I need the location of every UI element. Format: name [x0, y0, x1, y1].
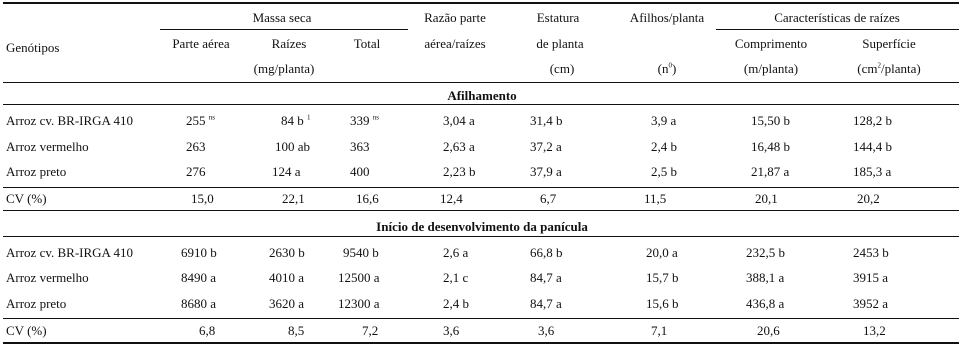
cell-raizes: 2630 b: [269, 245, 305, 260]
cell-afilhos: 15,6 b: [646, 296, 679, 311]
header-superficie-unit: $(cm^2/planta)$: [857, 61, 921, 76]
cell-total: 400: [350, 164, 370, 179]
cv-parte-aerea: 6,8: [199, 323, 216, 338]
cv-comprimento: 20,1: [755, 191, 778, 206]
cell-comprimento: 436,8 a: [746, 296, 785, 311]
cell-parte-aerea: 8490 a: [181, 270, 217, 285]
header-superficie: Superfície: [862, 36, 916, 51]
cell-comprimento: 388,1 a: [746, 270, 785, 285]
cell-estatura: 37,9 a: [530, 164, 562, 179]
header-estatura-line2: de planta: [536, 36, 584, 51]
cell-total: 9540 b: [343, 245, 379, 260]
cv-estatura: 3,6: [538, 323, 555, 338]
cell-total: 363: [350, 139, 370, 154]
cell-superficie: 185,3 a: [853, 164, 892, 179]
cell-comprimento: 232,5 b: [746, 245, 785, 260]
header-caracteristicas: Características de raízes: [774, 10, 900, 25]
cell-superficie: 2453 b: [853, 245, 889, 260]
cell-razao: 2,63 a: [443, 139, 475, 154]
header-razao-line2: aérea/raízes: [424, 36, 486, 51]
cell-razao: 2,1 c: [443, 270, 469, 285]
cell-razao: 3,04 a: [443, 113, 475, 128]
cell-parte-aerea: 8680 a: [181, 296, 217, 311]
cv-total: 7,2: [362, 323, 379, 338]
cell-superficie: 3915 a: [853, 270, 889, 285]
row-genotipo: Arroz cv. BR-IRGA 410: [6, 245, 133, 260]
cell-afilhos: 15,7 b: [646, 270, 679, 285]
header-bottom-rule: [3, 82, 959, 83]
cell-raizes: 100 ab: [275, 139, 311, 154]
header-raizes: Raízes: [271, 36, 307, 51]
header-estatura-unit: (cm): [549, 61, 575, 76]
section1-end-rule: [3, 210, 959, 211]
cell-razao: 2,23 b: [443, 164, 476, 179]
header-parte-aerea: Parte aérea: [172, 36, 230, 51]
cell-estatura: 84,7 a: [530, 270, 562, 285]
cv-comprimento: 20,6: [757, 323, 780, 338]
cv-total: 16,6: [356, 191, 379, 206]
cell-comprimento: 16,48 b: [751, 139, 790, 154]
cell-parte-aerea: 255 $^{ns}$: [186, 113, 215, 128]
cell-afilhos: 3,9 a: [651, 113, 677, 128]
header-comprimento: Comprimento: [734, 36, 808, 51]
cell-estatura: 84,7 a: [530, 296, 562, 311]
cell-razao: 2,6 a: [443, 245, 469, 260]
cell-raizes: 4010 a: [269, 270, 305, 285]
table-top-rule: [3, 2, 959, 4]
cell-raizes: 124 a: [272, 164, 301, 179]
row-genotipo: Arroz cv. BR-IRGA 410: [6, 113, 133, 128]
cv-afilhos: 11,5: [644, 191, 667, 206]
cv-parte-aerea: 15,0: [191, 191, 214, 206]
cell-superficie: 3952 a: [853, 296, 889, 311]
cell-parte-aerea: 263: [186, 139, 206, 154]
cv-afilhos: 7,1: [651, 323, 668, 338]
cell-afilhos: 2,5 b: [651, 164, 677, 179]
header-mg-planta: (mg/planta): [253, 61, 315, 76]
cell-estatura: 31,4 b: [530, 113, 563, 128]
cell-total: 12300 a: [338, 296, 380, 311]
cell-raizes: 3620 a: [269, 296, 305, 311]
header-razao-line1: Razão parte: [424, 10, 486, 25]
cell-estatura: 37,2 a: [530, 139, 562, 154]
section2-title-rule: [3, 236, 959, 237]
row-genotipo: Arroz vermelho: [6, 139, 89, 154]
header-genotipos: Genótipos: [6, 40, 60, 55]
cv-label: CV (%): [6, 323, 47, 338]
cv-raizes: 8,5: [288, 323, 305, 338]
cell-superficie: 144,4 b: [853, 139, 892, 154]
caracteristicas-underline: [716, 29, 959, 30]
section2-cv-rule: [3, 318, 959, 319]
cell-superficie: 128,2 b: [853, 113, 892, 128]
table-bottom-rule: [3, 342, 959, 344]
cv-razao: 3,6: [443, 323, 460, 338]
cv-superficie: 20,2: [857, 191, 880, 206]
row-genotipo: Arroz preto: [6, 296, 67, 311]
row-genotipo: Arroz vermelho: [6, 270, 89, 285]
cell-estatura: 66,8 b: [530, 245, 563, 260]
cell-parte-aerea: 6910 b: [181, 245, 217, 260]
cv-raizes: 22,1: [282, 191, 305, 206]
section-title: Afilhamento: [447, 88, 517, 103]
header-estatura-line1: Estatura: [536, 10, 580, 25]
cell-total: 339 $^{ns}$: [350, 113, 379, 128]
section-title: Início de desenvolvimento da panícula: [376, 219, 588, 234]
cv-superficie: 13,2: [863, 323, 886, 338]
cell-raizes: 84 b $^1$: [281, 113, 311, 128]
header-afilhos-unit: $(n^0)$: [657, 61, 677, 76]
cell-parte-aerea: 276: [186, 164, 206, 179]
cell-comprimento: 15,50 b: [751, 113, 790, 128]
cell-razao: 2,4 b: [443, 296, 469, 311]
cv-estatura: 6,7: [540, 191, 557, 206]
massa-seca-underline: [160, 29, 408, 30]
row-genotipo: Arroz preto: [6, 164, 67, 179]
header-comprimento-unit: (m/planta): [743, 61, 799, 76]
section1-cv-rule: [3, 187, 959, 188]
header-afilhos: Afilhos/planta: [629, 10, 705, 25]
cv-razao: 12,4: [440, 191, 463, 206]
header-massa-seca: Massa seca: [252, 10, 312, 25]
cell-afilhos: 20,0 a: [646, 245, 678, 260]
cell-afilhos: 2,4 b: [651, 139, 677, 154]
cv-label: CV (%): [6, 191, 47, 206]
section1-title-rule: [3, 104, 959, 105]
header-total: Total: [353, 36, 381, 51]
cell-comprimento: 21,87 a: [751, 164, 790, 179]
cell-total: 12500 a: [338, 270, 380, 285]
